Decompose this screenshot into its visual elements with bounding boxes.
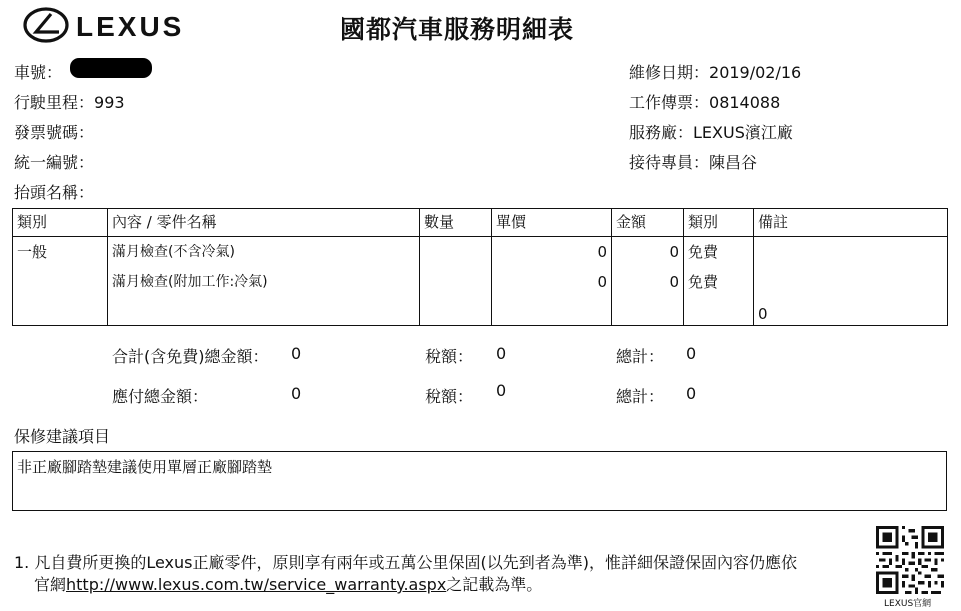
remark-value: 0 [758,305,768,323]
mileage-row [14,90,125,113]
header-content: 內容 / 零件名稱 [108,209,420,237]
header-amount: 金額 [612,209,684,237]
qty-cell [420,237,492,326]
document-title: 國都汽車服務明細表 [340,15,575,44]
warranty-note-line2 [34,572,542,598]
tax-id-label: 統一編號： [14,153,95,172]
ticket-label: 工作傳票： [629,93,710,112]
header-category: 類別 [13,209,108,237]
tax-value: 0 [496,344,507,363]
item-type: 免費 [688,273,719,291]
item-content: 滿月檢查(不含冷氣) [112,244,235,260]
qr-caption: LEXUS官網 [884,599,932,609]
header-type: 類別 [684,209,754,237]
warranty-link[interactable]: http://www.lexus.com.tw/service_warranty.aspx [66,575,447,594]
mileage-label: 行駛里程： [14,93,95,112]
advisor-value: 陳昌谷 [709,153,758,172]
advisor-label: 接待專員： [629,153,710,172]
header-name-label: 抬頭名稱： [14,183,95,202]
ticket-value: 0814088 [709,93,781,112]
grand-total-value: 0 [686,344,697,363]
tax-value: 0 [496,381,507,400]
table-header-row [13,209,948,237]
header-qty: 數量 [420,209,492,237]
warranty-note-suffix: 之記載為準。 [446,575,543,594]
unit-price-cell [492,237,612,326]
header-unit-price: 單價 [492,209,612,237]
service-table [12,208,948,326]
item-amount: 0 [669,273,679,291]
repair-date-row [629,60,801,83]
payable-value: 0 [291,384,302,403]
plate-label: 車號： [14,63,63,82]
workshop-value: LEXUS濱江廠 [693,123,793,142]
warranty-note-line1: 1. 凡自費所更換的Lexus正廠零件，原則享有兩年或五萬公里保固(以先到者為準)，惟詳細保證保固內容仍應依 [14,553,797,572]
total-incl-free-value: 0 [291,344,302,363]
item-type: 免費 [688,243,719,261]
type-cell [684,237,754,326]
workshop-row [629,120,793,143]
ticket-row [629,90,780,113]
advice-label: 保修建議項目 [14,427,111,446]
advisor-row [629,150,757,173]
grand-total-label: 總計： [616,387,665,406]
advice-box [12,451,947,511]
amount-cell [612,237,684,326]
header-remark: 備註 [754,209,948,237]
item-unit-price: 0 [597,243,607,261]
category-cell: 一般 [13,237,108,326]
warranty-note-prefix: 官網 [34,575,67,594]
invoice-label: 發票號碼： [14,123,95,142]
advice-text: 非正廠腳踏墊建議使用單層正廠腳踏墊 [17,458,273,476]
qr-code-icon[interactable] [876,526,944,594]
tax-label: 稅額： [425,387,474,406]
svg-text:LEXUS: LEXUS [76,11,185,42]
remark-cell [754,237,948,326]
workshop-label: 服務廠： [629,123,694,142]
tax-label: 稅額： [425,347,474,366]
mileage-value: 993 [94,93,125,112]
content-cell [108,237,420,326]
table-row [13,237,948,326]
plate-redaction [70,58,152,78]
repair-date-label: 維修日期： [629,63,710,82]
item-unit-price: 0 [597,273,607,291]
payable-label: 應付總金額： [112,387,209,406]
repair-date-value: 2019/02/16 [709,63,802,82]
grand-total-value: 0 [686,384,697,403]
total-incl-free-label: 合計(含免費)總金額： [112,347,269,366]
grand-total-label: 總計： [616,347,665,366]
item-content: 滿月檢查(附加工作:冷氣) [112,274,268,290]
item-amount: 0 [669,243,679,261]
lexus-logo [22,6,212,44]
